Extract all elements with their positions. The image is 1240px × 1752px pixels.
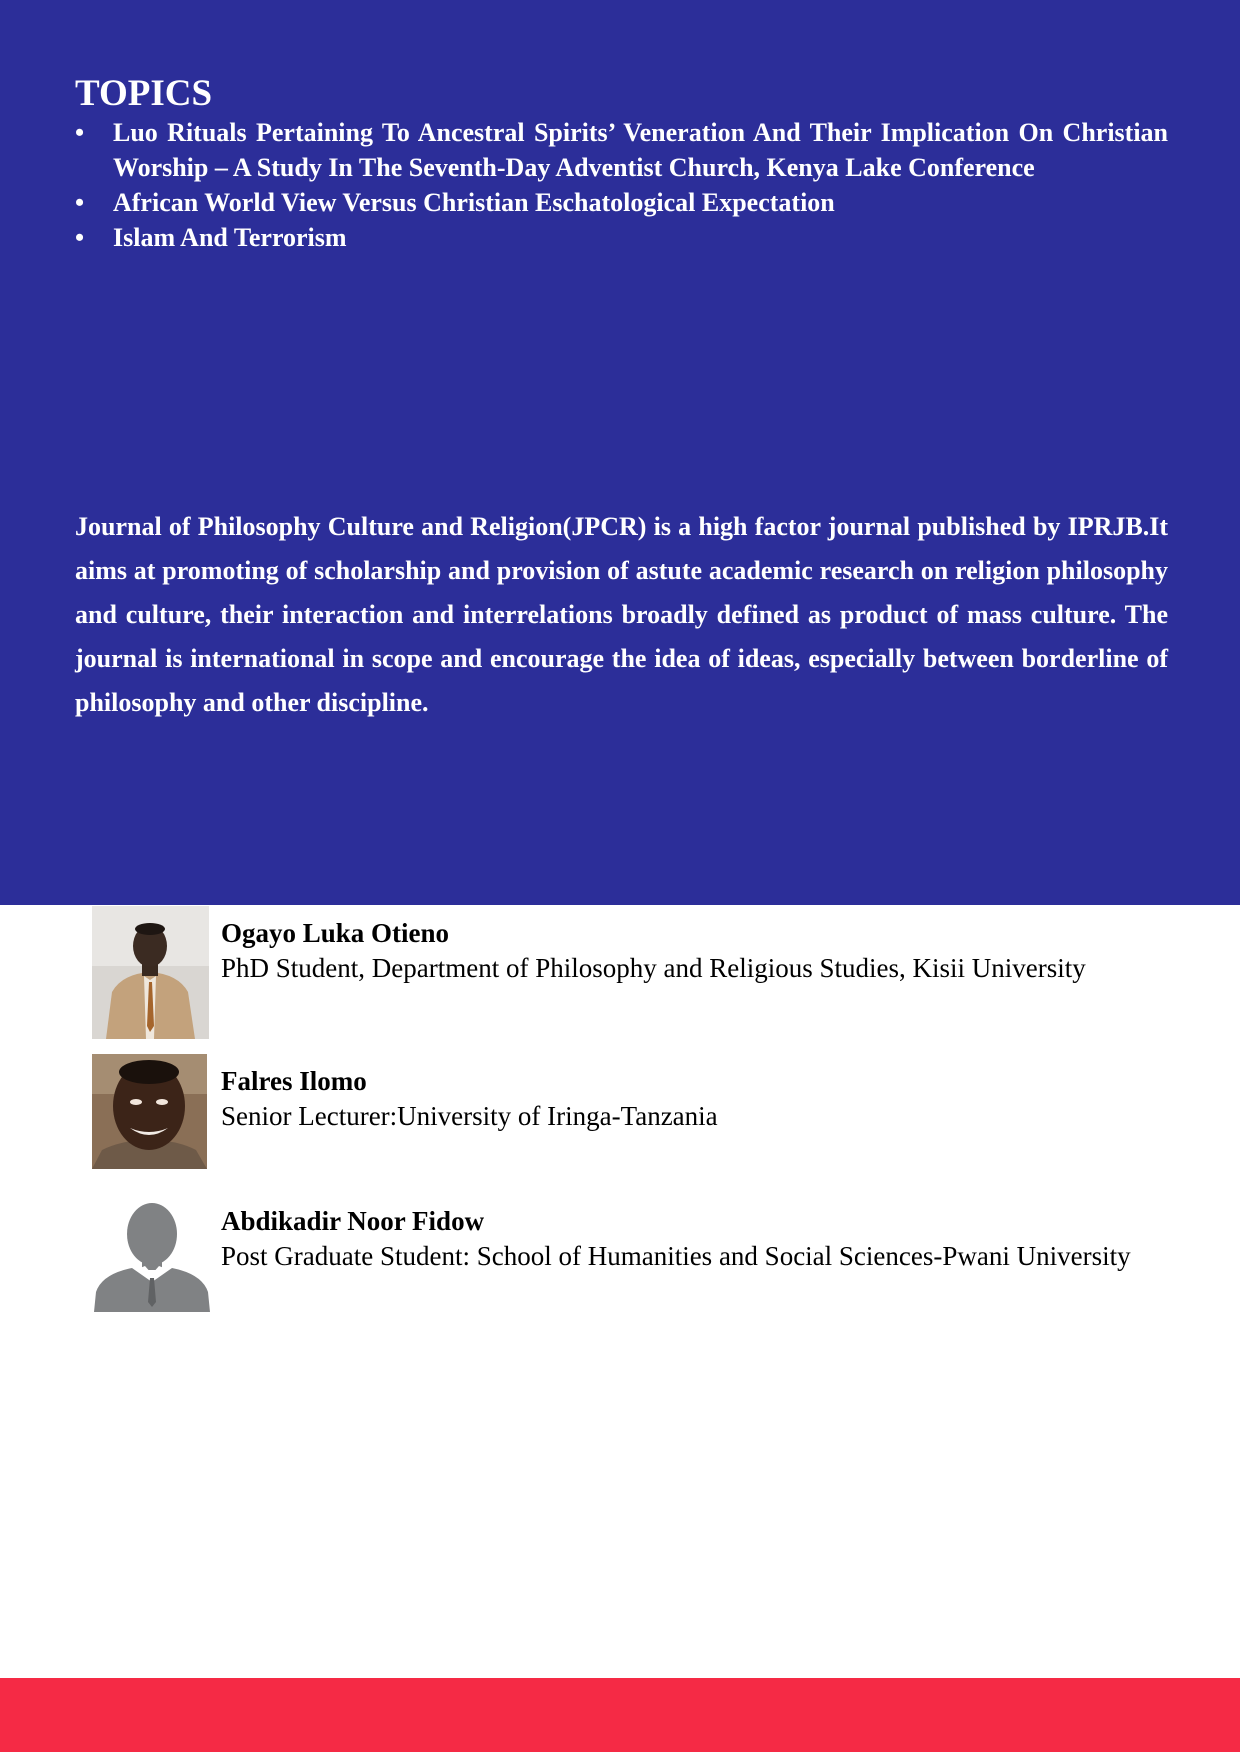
journal-description: Journal of Philosophy Culture and Religion(JPCR) is a high factor journal published by IPRJB.It aims at promoting of scholarship and provision of astute academic research on religion philosophy and culture, their interaction and interrelations broadly defined as product of mass culture. The journal is international in scope and encourage the idea of ideas, especially between borderline of philosophy and other discipline.	[75, 512, 1168, 717]
portrait-icon	[92, 906, 209, 1039]
author-role: Post Graduate Student: School of Humanities and Social Sciences-Pwani University	[221, 1241, 1131, 1271]
bullet-icon: •	[75, 118, 85, 147]
author-info	[221, 1064, 1181, 1134]
author-name: Abdikadir Noor Fidow	[221, 1206, 485, 1236]
topic-item	[75, 185, 1168, 220]
topic-text: African World View Versus Christian Eschatological Expectation	[113, 188, 835, 217]
topics-heading: TOPICS	[75, 73, 213, 114]
author-photo	[92, 1054, 207, 1169]
topic-item	[75, 115, 1168, 185]
author-info	[221, 1204, 1181, 1274]
topics-list	[75, 115, 1168, 255]
avatar-placeholder-icon	[92, 1194, 212, 1312]
author-role: PhD Student, Department of Philosophy and Religious Studies, Kisii University	[221, 953, 1086, 983]
portrait-icon	[92, 1054, 207, 1169]
author-photo	[92, 906, 209, 1039]
author-name: Falres Ilomo	[221, 1066, 367, 1096]
topic-text: Luo Rituals Pertaining To Ancestral Spirits’ Veneration And Their Implication On Christian Worship – A Study In The Seventh-Day Adventist Church, Kenya Lake Conference	[113, 118, 1168, 182]
author-role: Senior Lecturer:University of Iringa-Tanzania	[221, 1101, 718, 1131]
author-name: Ogayo Luka Otieno	[221, 918, 450, 948]
topic-item	[75, 220, 1168, 255]
bullet-icon: •	[75, 223, 85, 252]
footer-bar	[0, 1678, 1240, 1752]
topic-text: Islam And Terrorism	[113, 223, 347, 252]
bullet-icon: •	[75, 188, 85, 217]
author-info	[221, 916, 1181, 986]
author-photo	[92, 1194, 212, 1312]
